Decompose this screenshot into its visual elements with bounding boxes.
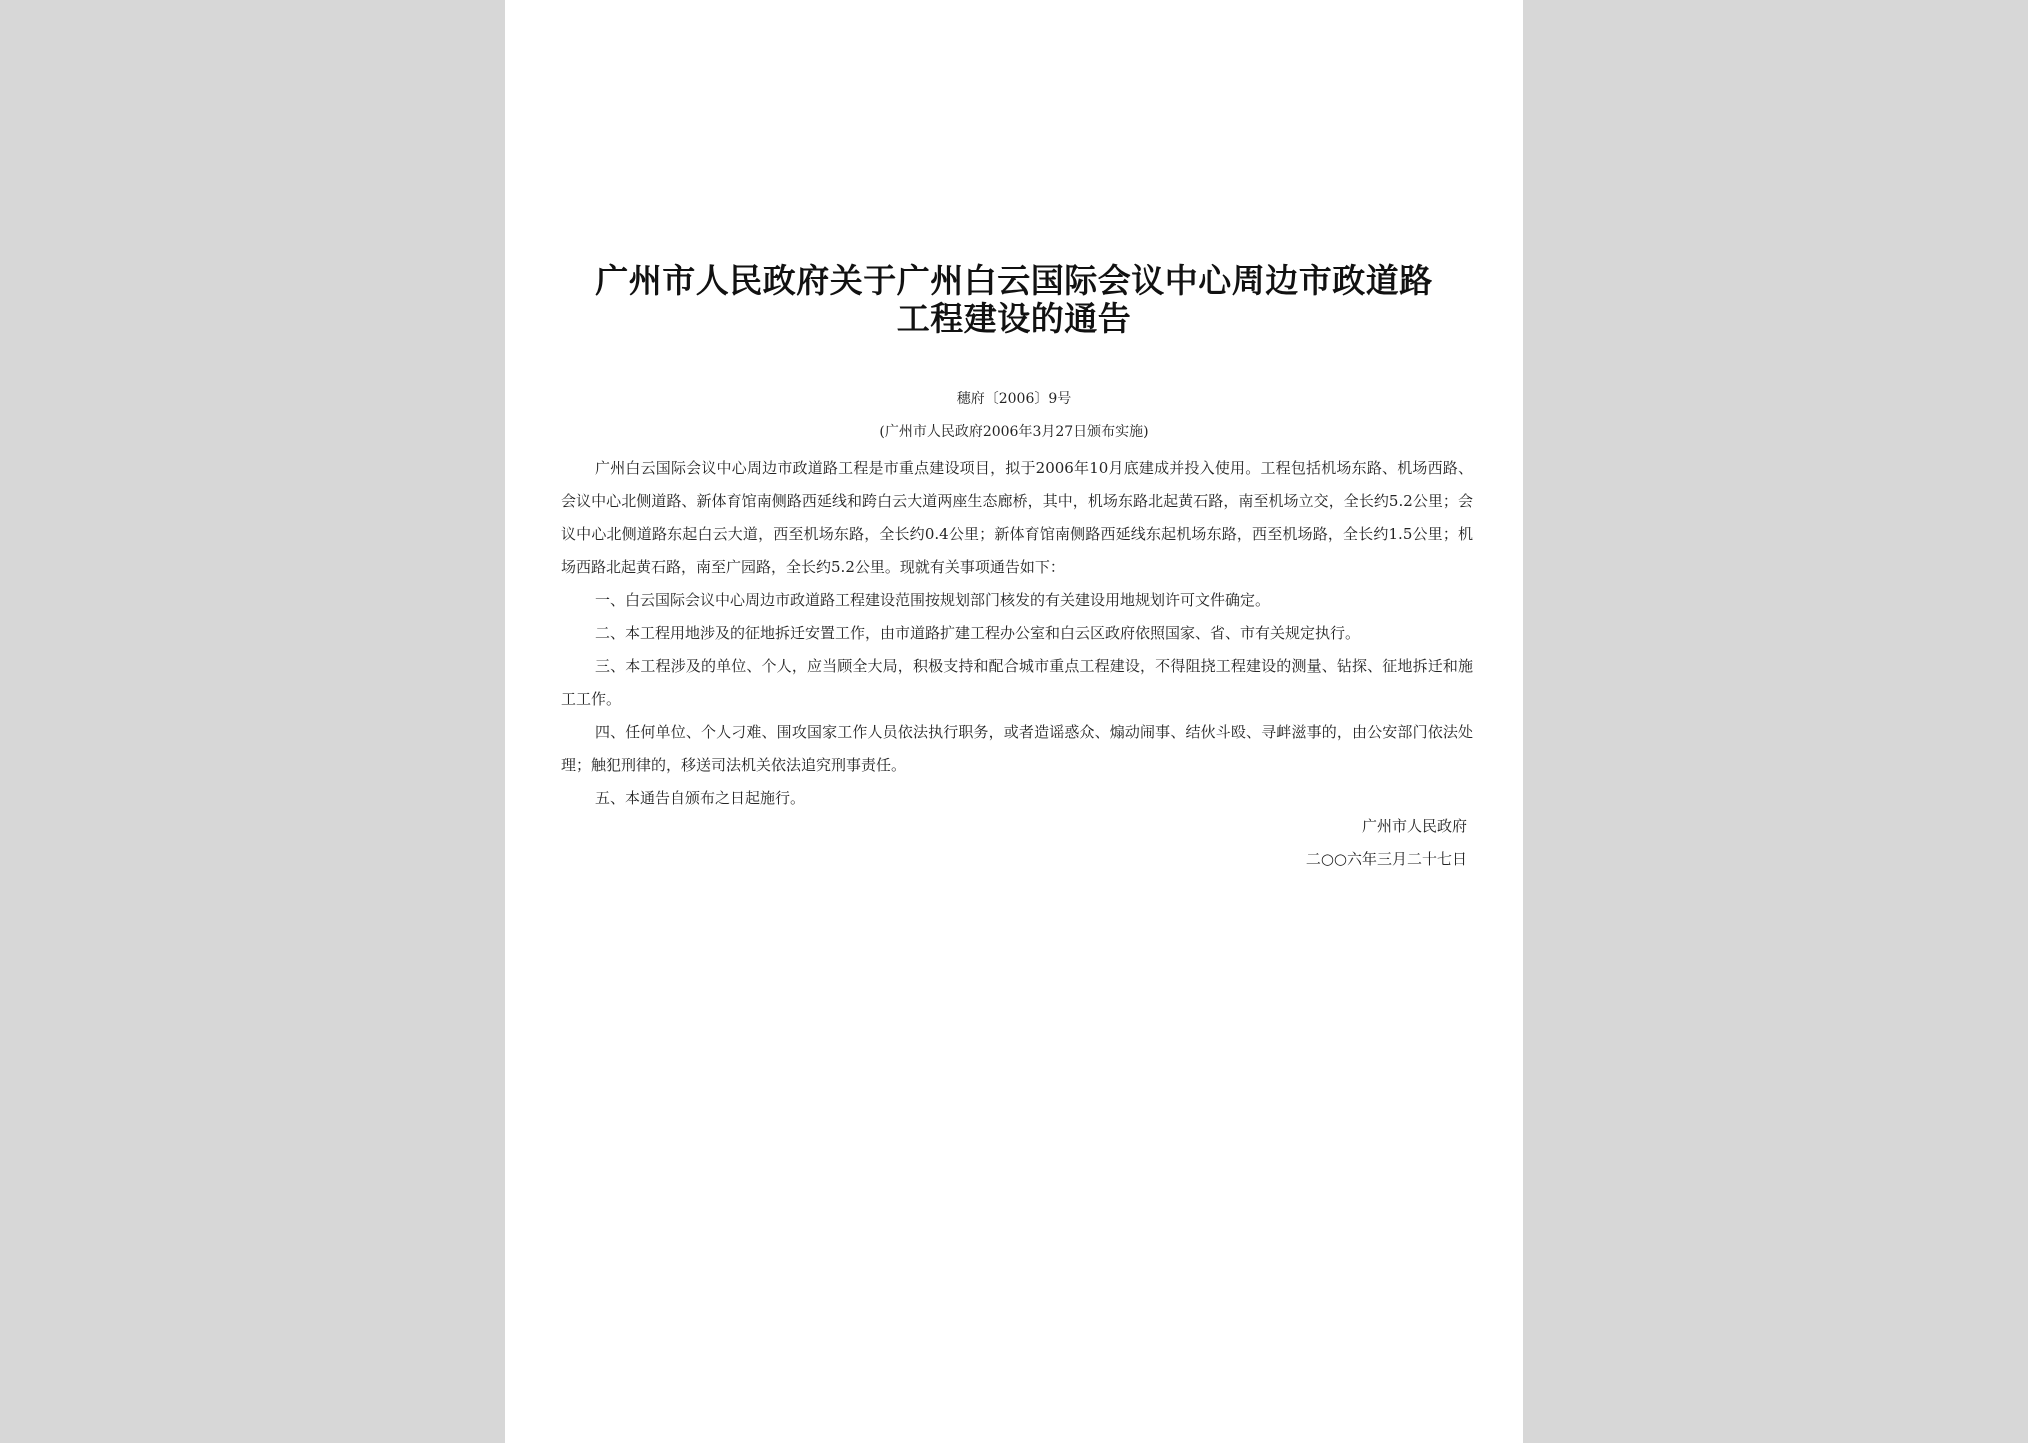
body-paragraph: 一、白云国际会议中心周边市政道路工程建设范围按规划部门核发的有关建设用地规划许可文件确定。: [595, 591, 1271, 609]
body-paragraph: 三、本工程涉及的单位、个人，应当顾全大局，积极支持和配合城市重点工程建设，不得阻挠工程建设的测量、钻探、征地拆迁和施工工作。: [561, 657, 1473, 708]
body-paragraph: 二、本工程用地涉及的征地拆迁安置工作，由市道路扩建工程办公室和白云区政府依照国家、省、市有关规定执行。: [595, 624, 1361, 642]
body-paragraph: 四、任何单位、个人刁难、围攻国家工作人员依法执行职务，或者造谣惑众、煽动闹事、结伙斗殴、寻衅滋事的，由公安部门依法处理；触犯刑律的，移送司法机关依法追究刑事责任。: [561, 723, 1473, 774]
issued-note: (广州市人民政府2006年3月27日颁布实施): [879, 424, 1149, 440]
document-page: [505, 0, 1523, 1443]
document-title: 广州市人民政府关于广州白云国际会议中心周边市政道路工程建设的通告: [595, 261, 1433, 338]
signer: 广州市人民政府: [1361, 817, 1467, 835]
document-number: 穗府〔2006〕9号: [956, 391, 1072, 407]
signing-date: 二○○六年三月二十七日: [1305, 850, 1467, 868]
body-paragraph: 广州白云国际会议中心周边市政道路工程是市重点建设项目，拟于2006年10月底建成并投入使用。工程包括机场东路、机场西路、会议中心北侧道路、新体育馆南侧路西延线和跨白云大道两座生态廊桥，其中，机场东路北起黄石路，南至机场立交，全长约5.2公里；会议中心北侧道路东起白云大道，西至机场东路，全长约0.4公里；新体育馆南侧路西延线东起机场东路，西至机场路，全长约1.5公里；机场西路北起黄石路，南至广园路，全长约5.2公里。现就有关事项通告如下：: [561, 459, 1473, 576]
body-paragraph: 五、本通告自颁布之日起施行。: [595, 789, 806, 807]
document-body: [561, 452, 1473, 815]
